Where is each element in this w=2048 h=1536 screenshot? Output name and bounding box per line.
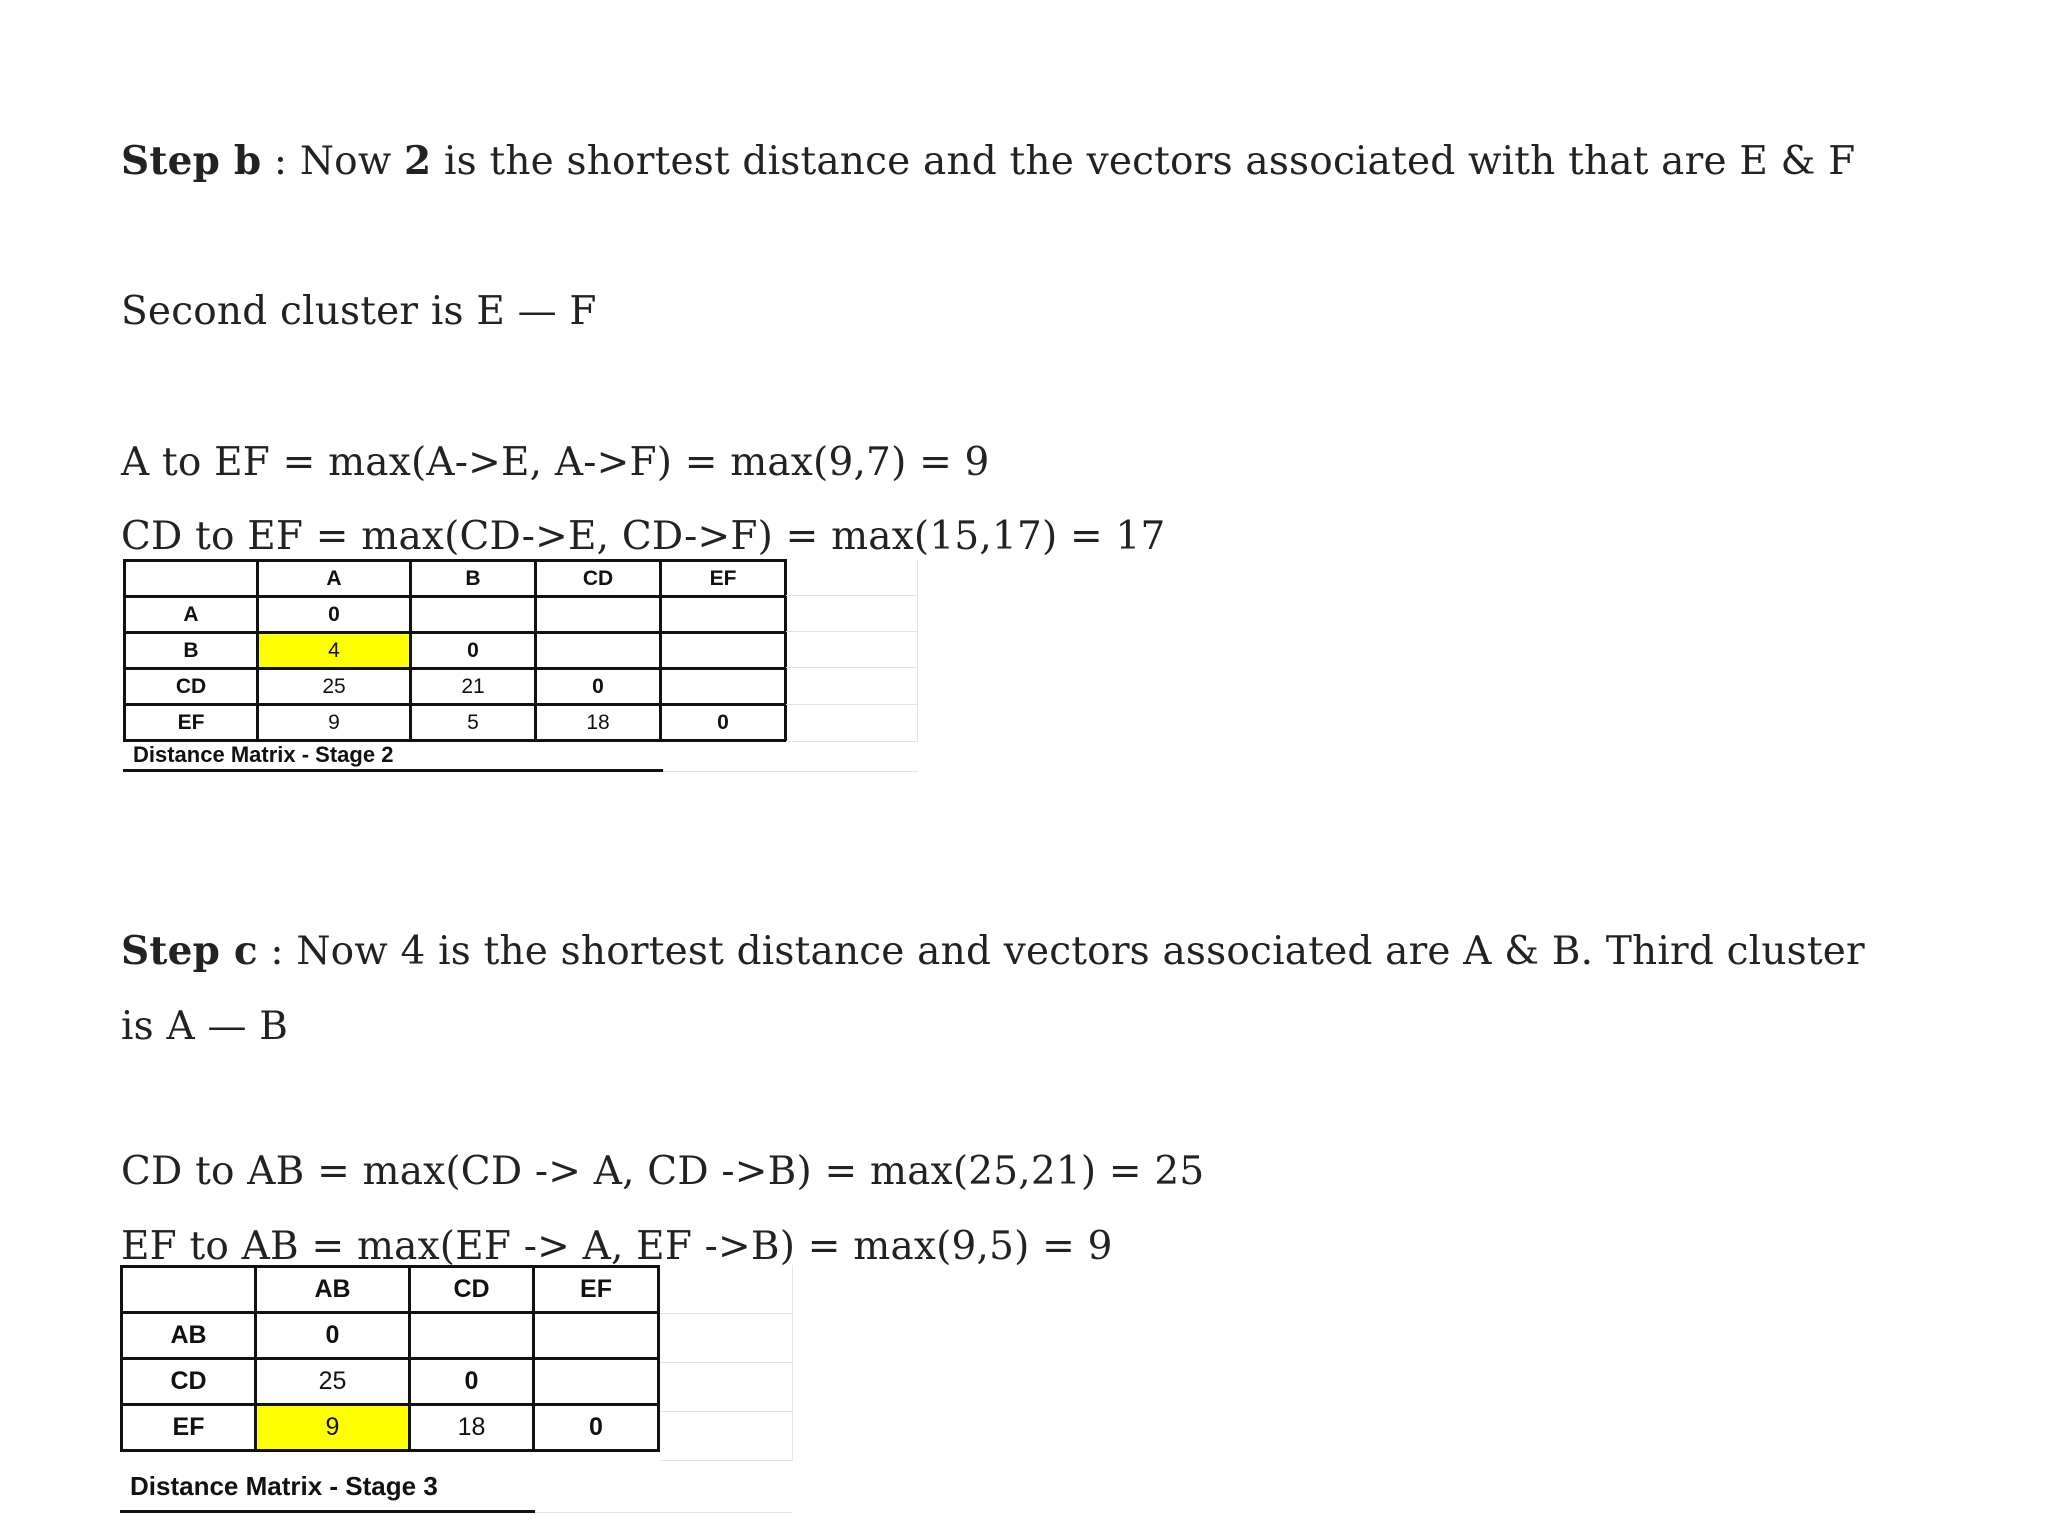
table-row: [122, 1405, 659, 1451]
matrix-cell: 0: [410, 1359, 534, 1405]
matrix-cell: [536, 633, 661, 669]
column-header: B: [411, 561, 536, 597]
header-row: [122, 1267, 659, 1313]
matrix-cell: 25: [256, 1359, 410, 1405]
matrix-cell: 0: [536, 669, 661, 705]
column-header: EF: [661, 561, 786, 597]
header-row: [125, 561, 786, 597]
matrix-cell: 0: [534, 1405, 659, 1451]
sheet-gridline: [660, 1411, 792, 1412]
matrix-cell: 0: [256, 1313, 410, 1359]
row-header: CD: [125, 669, 258, 705]
caption-underline: [120, 1510, 535, 1513]
stage-3-matrix: [120, 1265, 660, 1452]
step-b-line: [121, 138, 1856, 184]
sheet-gridline: [660, 1362, 792, 1363]
matrix-cell: [536, 597, 661, 633]
table-row: [122, 1359, 659, 1405]
step-c-line-2: is A — B: [121, 1004, 289, 1049]
caption-underline: [123, 769, 663, 772]
matrix-cell: 21: [411, 669, 536, 705]
cd-to-ef-line: CD to EF = max(CD->E, CD->F) = max(15,17) = 17: [121, 514, 1166, 559]
row-header: A: [125, 597, 258, 633]
step-b-value: 2: [404, 138, 432, 184]
matrix-cell: 9: [256, 1405, 410, 1451]
row-header: AB: [122, 1313, 256, 1359]
step-c-text-1: : Now 4 is the shortest distance and vectors associated are A & B. Third cluster: [257, 929, 1865, 974]
matrix-cell: 4: [258, 633, 411, 669]
row-header: EF: [122, 1405, 256, 1451]
sheet-gridline: [786, 631, 917, 632]
step-c-label: Step c: [121, 928, 258, 974]
stage-3-caption: Distance Matrix - Stage 3: [130, 1471, 438, 1501]
matrix-cell: 25: [258, 669, 411, 705]
step-b-text-2: is the shortest distance and the vectors associated with that are E & F: [431, 139, 1856, 184]
table-row: [125, 633, 786, 669]
corner-cell: [122, 1267, 256, 1313]
matrix-cell: 9: [258, 705, 411, 741]
column-header: A: [258, 561, 411, 597]
matrix-cell: 5: [411, 705, 536, 741]
sheet-gridline: [786, 667, 917, 668]
matrix-cell: [411, 597, 536, 633]
matrix-cell: [661, 597, 786, 633]
table-row: [122, 1313, 659, 1359]
table-row: [125, 705, 786, 741]
distance-matrix-stage-2: [123, 559, 918, 774]
sheet-gridline: [786, 595, 917, 596]
column-header: CD: [410, 1267, 534, 1313]
stage-2-matrix: [123, 559, 787, 742]
sheet-gridline: [786, 704, 917, 705]
sheet-gridline: [660, 1313, 792, 1314]
distance-matrix-stage-3: [120, 1265, 792, 1515]
column-header: CD: [536, 561, 661, 597]
cd-to-ab-line: CD to AB = max(CD -> A, CD ->B) = max(25,21) = 25: [121, 1149, 1205, 1194]
matrix-cell: [534, 1359, 659, 1405]
sheet-gridline: [535, 1512, 792, 1513]
matrix-cell: 0: [661, 705, 786, 741]
step-b-text-1: : Now: [261, 139, 405, 184]
table-row: [125, 597, 786, 633]
matrix-cell: 18: [536, 705, 661, 741]
sheet-empty-cells: [786, 559, 918, 742]
matrix-cell: [661, 669, 786, 705]
matrix-cell: [410, 1313, 534, 1359]
matrix-cell: [661, 633, 786, 669]
matrix-cell: 18: [410, 1405, 534, 1451]
sheet-gridline: [663, 771, 918, 772]
sheet-empty-cells: [660, 1265, 793, 1461]
matrix-cell: 0: [258, 597, 411, 633]
a-to-ef-line: A to EF = max(A->E, A->F) = max(9,7) = 9: [121, 440, 990, 485]
column-header: AB: [256, 1267, 410, 1313]
matrix-cell: 0: [411, 633, 536, 669]
column-header: EF: [534, 1267, 659, 1313]
second-cluster-line: Second cluster is E — F: [121, 289, 597, 334]
row-header: CD: [122, 1359, 256, 1405]
row-header: B: [125, 633, 258, 669]
table-row: [125, 669, 786, 705]
row-header: EF: [125, 705, 258, 741]
ef-to-ab-line: EF to AB = max(EF -> A, EF ->B) = max(9,5) = 9: [121, 1224, 1113, 1269]
step-c-line: [121, 928, 1865, 974]
stage-2-caption: Distance Matrix - Stage 2: [133, 742, 394, 767]
matrix-cell: [534, 1313, 659, 1359]
corner-cell: [125, 561, 258, 597]
step-b-label: Step b: [121, 138, 262, 184]
